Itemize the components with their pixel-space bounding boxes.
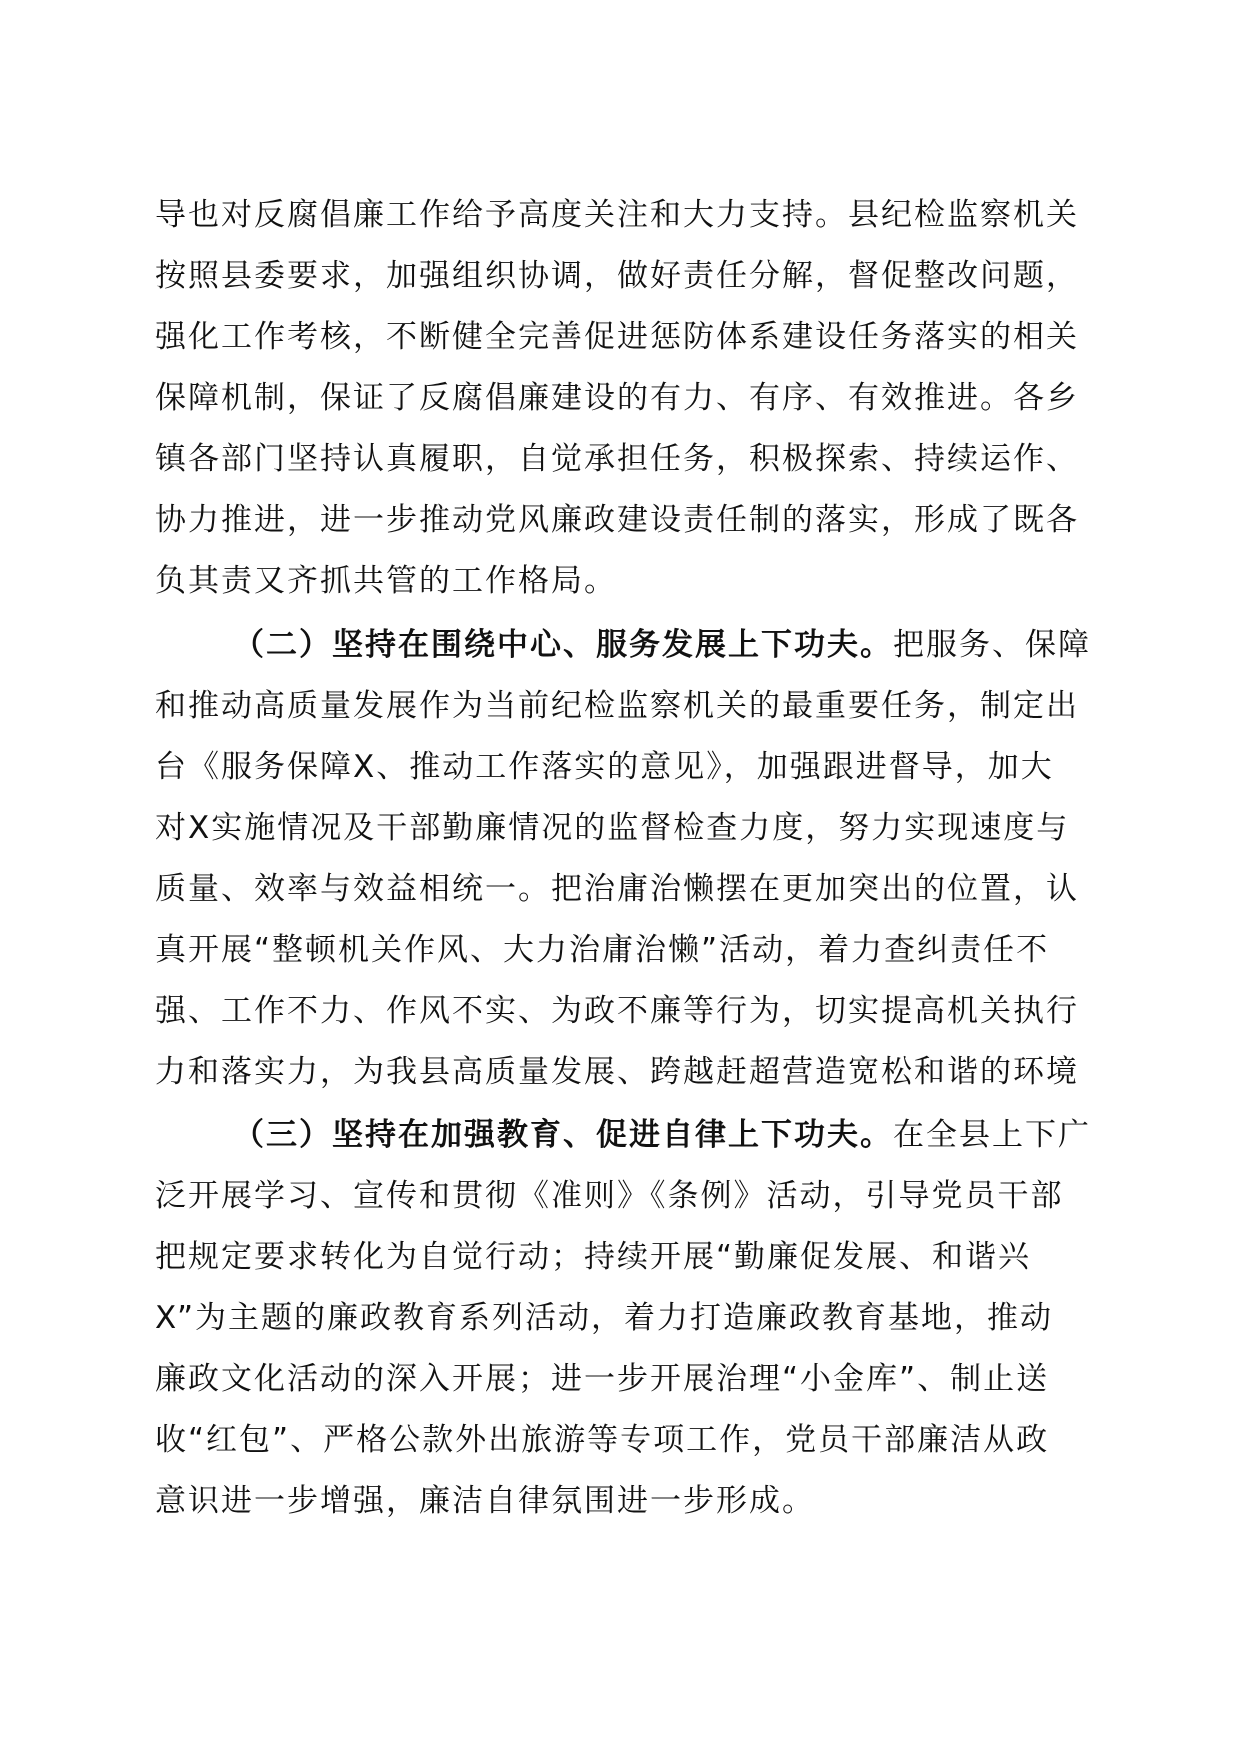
section-3-heading: （三）坚持在加强教育、促进自律上下功夫。 — [233, 1117, 893, 1153]
section-2-first-line — [155, 615, 1095, 676]
paragraph-line: 按照县委要求，加强组织协调，做好责任分解，督促整改问题， — [155, 258, 1079, 294]
paragraph-line: 质量、效率与效益相统一。把治庸治懒摆在更加突出的位置，认 — [155, 871, 1079, 907]
paragraph-line: 廉政文化活动的深入开展；进一步开展治理“小金库”、制止送 — [155, 1361, 1050, 1397]
section-3 — [155, 1105, 1095, 1532]
paragraph-line: 保障机制，保证了反腐倡廉建设的有力、有序、有效推进。各乡 — [155, 380, 1079, 416]
paragraph-line: 意识进一步增强，廉洁自律氛围进一步形成。 — [155, 1483, 815, 1519]
paragraph-line: X”为主题的廉政教育系列活动，着力打造廉政教育基地，推动 — [155, 1300, 1054, 1336]
paragraph-line: 和推动高质量发展作为当前纪检监察机关的最重要任务，制定出 — [155, 688, 1079, 724]
section-2 — [155, 615, 1095, 1103]
section-3-first-line-text: 在全县上下广 — [893, 1117, 1091, 1153]
section-2-heading: （二）坚持在围绕中心、服务发展上下功夫。 — [233, 627, 893, 663]
paragraph-line: 真开展“整顿机关作风、大力治庸治懒”活动，着力查纠责任不 — [155, 932, 1050, 968]
paragraph-line: 镇各部门坚持认真履职，自觉承担任务，积极探索、持续运作、 — [155, 441, 1079, 477]
paragraph-line: 导也对反腐倡廉工作给予高度关注和大力支持。县纪检监察机关 — [155, 197, 1079, 233]
paragraph-line: 协力推进，进一步推动党风廉政建设责任制的落实，形成了既各 — [155, 502, 1079, 538]
paragraph-line: 泛开展学习、宣传和贯彻《准则》《条例》活动，引导党员干部 — [155, 1178, 1064, 1214]
paragraph-line: 负其责又齐抓共管的工作格局。 — [155, 563, 617, 599]
paragraph-line: 台《服务保障X、推动工作落实的意见》，加强跟进督导，加大 — [155, 749, 1054, 785]
section-2-first-line-text: 把服务、保障 — [893, 627, 1091, 663]
paragraph-line: 把规定要求转化为自觉行动；持续开展“勤廉促发展、和谐兴 — [155, 1239, 1032, 1275]
paragraph-1 — [155, 185, 1095, 612]
paragraph-line: 强化工作考核，不断健全完善促进惩防体系建设任务落实的相关 — [155, 319, 1079, 355]
paragraph-line: 收“红包”、严格公款外出旅游等专项工作，党员干部廉洁从政 — [155, 1422, 1050, 1458]
section-3-first-line — [155, 1105, 1095, 1166]
paragraph-line: 力和落实力，为我县高质量发展、跨越赶超营造宽松和谐的环境 — [155, 1054, 1079, 1090]
paragraph-line: 对X实施情况及干部勤廉情况的监督检查力度，努力实现速度与 — [155, 810, 1070, 846]
paragraph-line: 强、工作不力、作风不实、为政不廉等行为，切实提高机关执行 — [155, 993, 1079, 1029]
